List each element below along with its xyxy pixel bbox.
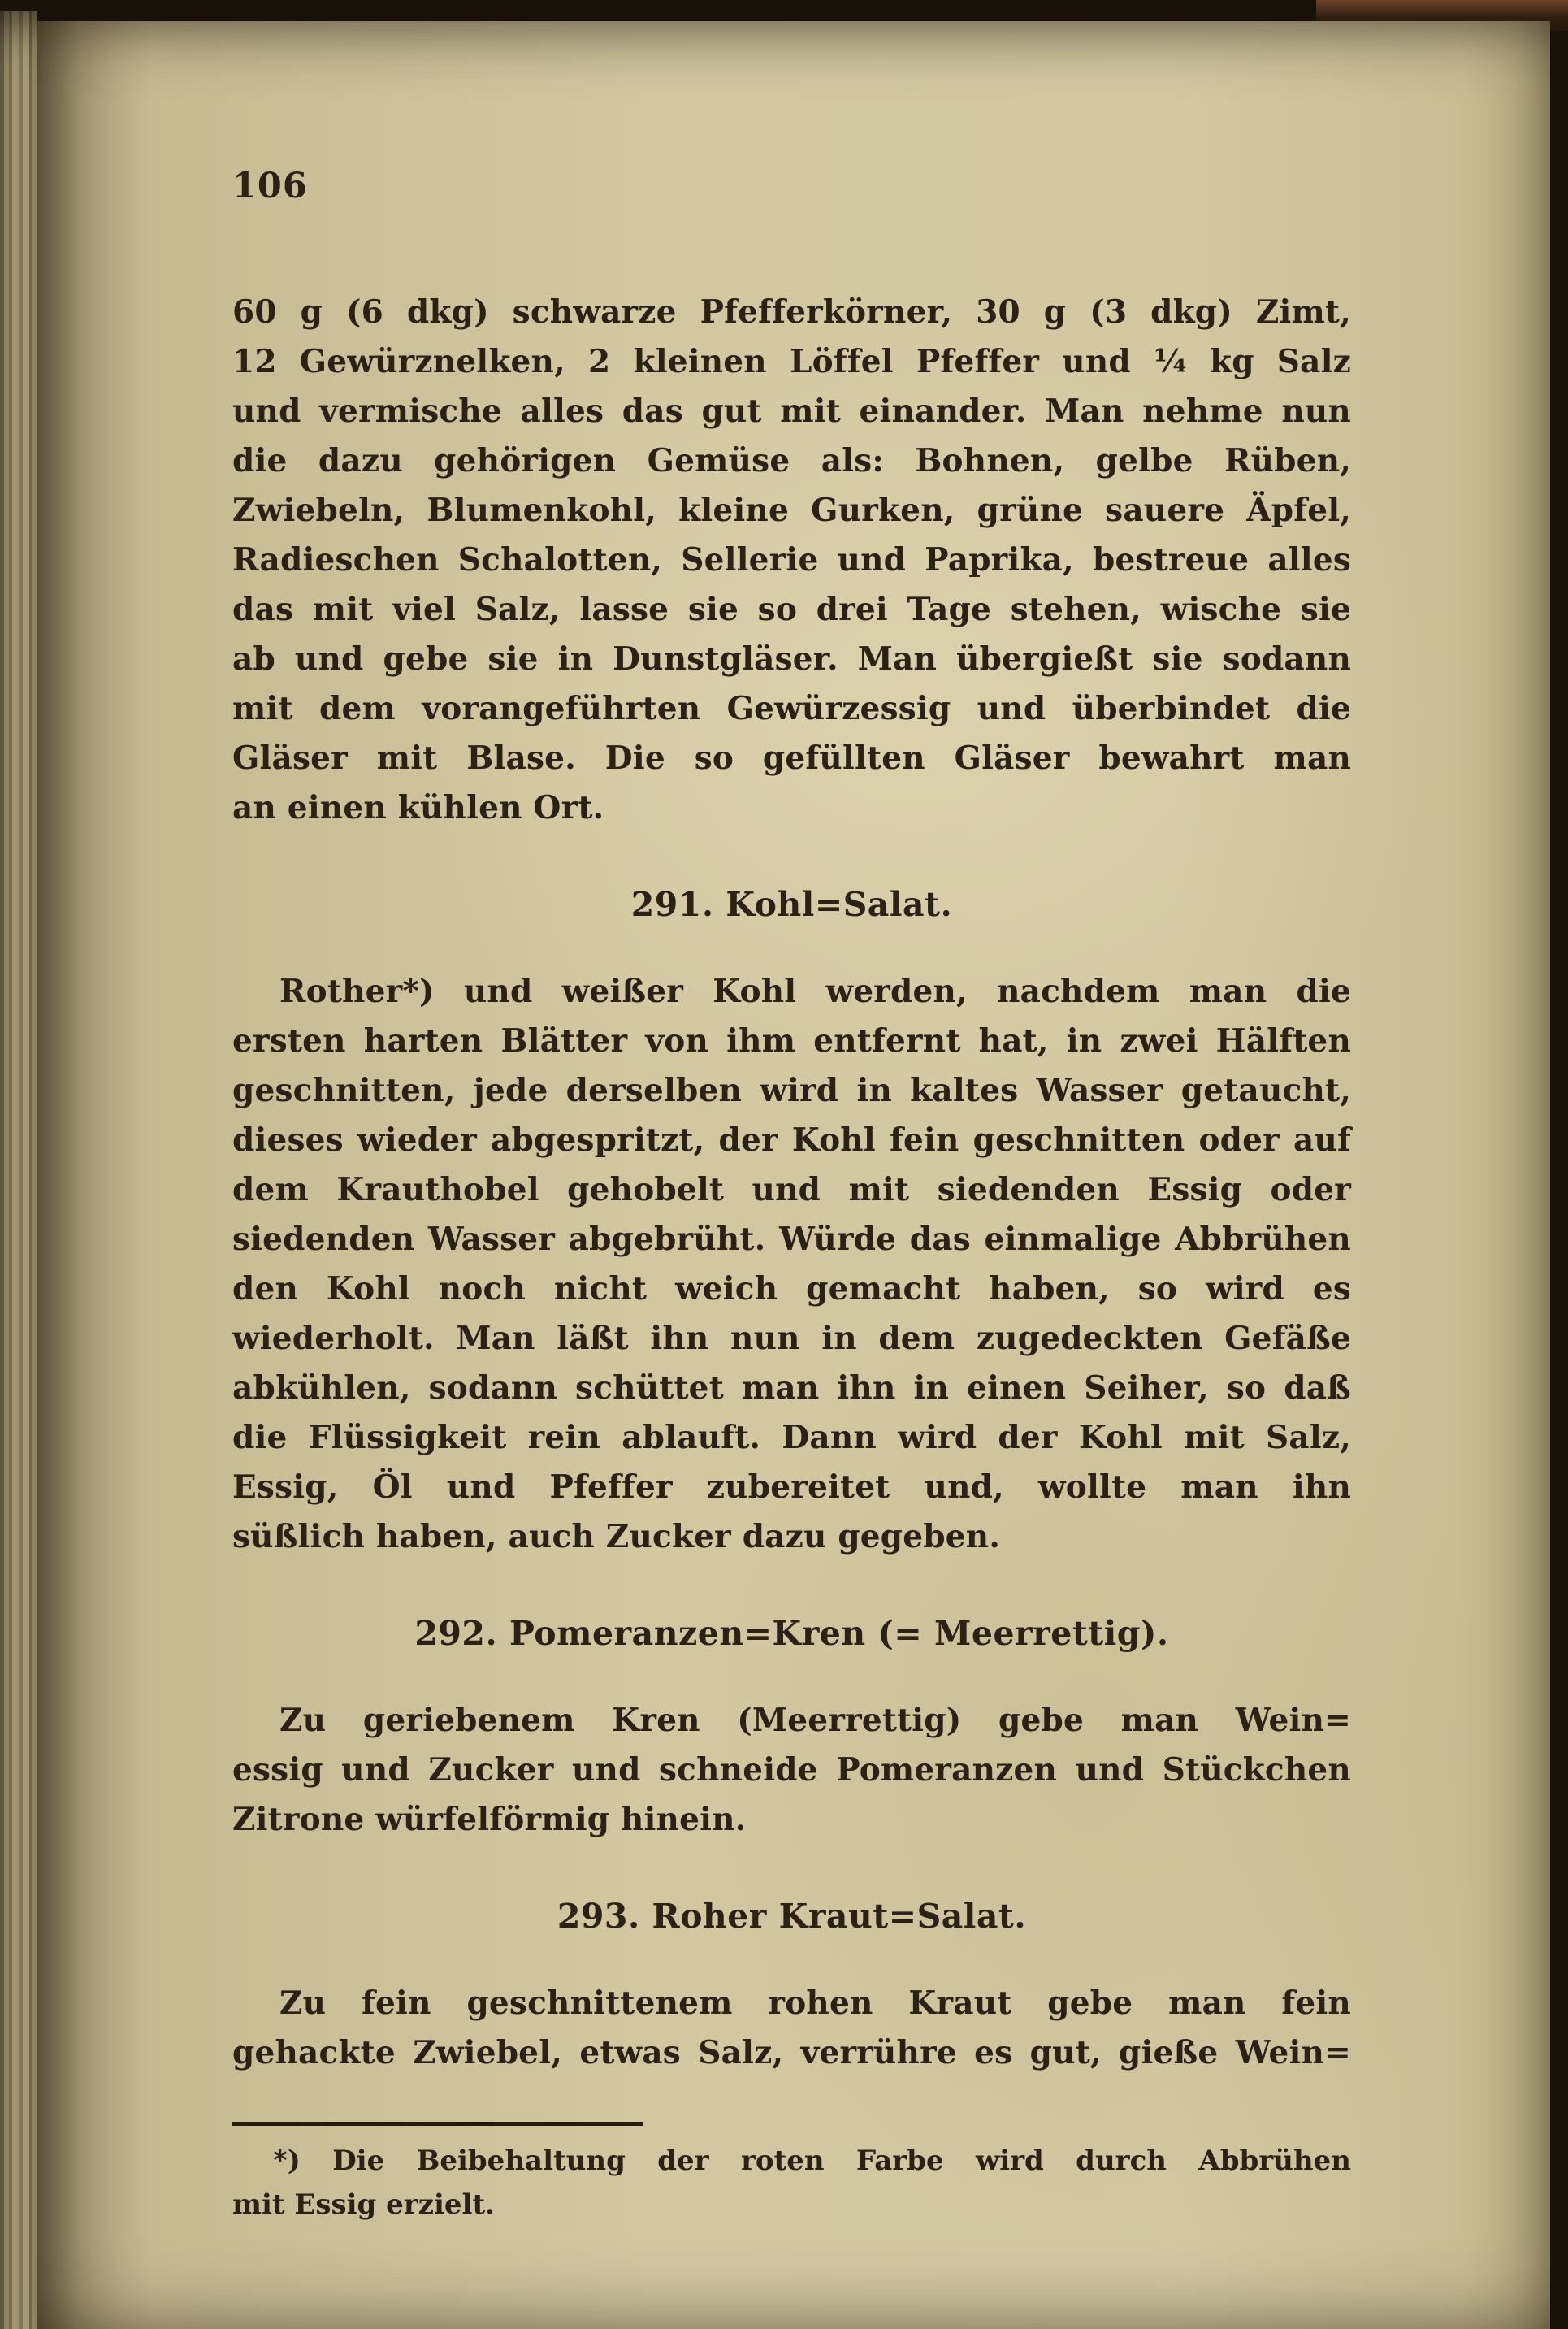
text-line: dieses wieder abgespritzt, der Kohl fein geschnitten oder auf — [232, 1121, 1351, 1159]
text-line: *) Die Beibehaltung der roten Farbe wird durch Abbrühen — [273, 2145, 1351, 2177]
text-line: Radieschen Schalotten, Sellerie und Paprika, bestreue alles — [232, 541, 1351, 579]
text-line: geschnitten, jede derselben wird in kaltes Wasser getaucht, — [232, 1072, 1351, 1109]
text-line: gehackte Zwiebel, etwas Salz, verrühre es gut, gieße Wein= — [232, 2034, 1351, 2071]
section-paragraph-291 — [232, 967, 1351, 1562]
text-line: den Kohl noch nicht weich gemacht haben, so wird es — [232, 1270, 1351, 1308]
text-line: abkühlen, sodann schüttet man ihn in einen Seiher, so daß — [232, 1369, 1351, 1407]
text-line: die dazu gehörigen Gemüse als: Bohnen, gelbe Rüben, — [232, 442, 1351, 479]
text-line: 60 g (6 dkg) schwarze Pfefferkörner, 30 g (3 dkg) Zimt, — [232, 293, 1351, 331]
text-line: und vermische alles das gut mit einander. Man nehme nun — [232, 393, 1351, 430]
page-paper — [37, 21, 1550, 2329]
text-line: Zitrone würfelförmig hinein. — [232, 1801, 747, 1838]
text-line: Gläser mit Blase. Die so gefüllten Gläser bewahrt man — [232, 739, 1351, 777]
text-line: Zu geriebenem Kren (Meerrettig) gebe man Wein= — [279, 1702, 1351, 1739]
text-line: Essig, Öl und Pfeffer zubereitet und, wollte man ihn — [232, 1468, 1351, 1506]
text-line: mit dem vorangeführten Gewürzessig und überbindet die — [232, 690, 1351, 727]
text-line: an einen kühlen Ort. — [232, 789, 604, 826]
text-line: wiederholt. Man läßt ihn nun in dem zugedeckten Gefäße — [232, 1320, 1351, 1357]
section-heading-291: 291. Kohl=Salat. — [630, 885, 953, 924]
page-stack-edge — [0, 11, 37, 2329]
section-paragraph-292 — [232, 1696, 1351, 1845]
text-line: ab und gebe sie in Dunstgläser. Man übergießt sie sodann — [232, 640, 1351, 678]
section-paragraph-293 — [232, 1979, 1351, 2078]
text-line: süßlich haben, auch Zucker dazu gegeben. — [232, 1518, 1001, 1555]
footnote-rule — [232, 2122, 643, 2126]
text-line: siedenden Wasser abgebrüht. Würde das einmalige Abbrühen — [232, 1221, 1351, 1258]
text-line: die Flüssigkeit rein ablauft. Dann wird der Kohl mit Salz, — [232, 1419, 1351, 1456]
section-heading-293: 293. Roher Kraut=Salat. — [557, 1897, 1027, 1936]
text-line: essig und Zucker und schneide Pomeranzen und Stückchen — [232, 1751, 1351, 1789]
text-line: dem Krauthobel gehobelt und mit siedenden Essig oder — [232, 1171, 1351, 1208]
text-line: Rother*) und weißer Kohl werden, nachdem man die — [279, 973, 1351, 1010]
section-heading-292: 292. Pomeranzen=Kren (= Meerrettig). — [414, 1614, 1169, 1653]
page-number: 106 — [232, 166, 308, 206]
text-line: mit Essig erzielt. — [232, 2188, 496, 2221]
footnote-paragraph — [232, 2139, 1351, 2227]
intro-paragraph — [232, 288, 1351, 833]
text-line: Zwiebeln, Blumenkohl, kleine Gurken, grüne sauere Äpfel, — [232, 492, 1351, 529]
text-line: Zu fein geschnittenem rohen Kraut gebe man fein — [279, 1984, 1351, 2022]
text-line: das mit viel Salz, lasse sie so drei Tage stehen, wische sie — [232, 591, 1351, 628]
text-line: 12 Gewürznelken, 2 kleinen Löffel Pfeffer und ¼ kg Salz — [232, 343, 1351, 380]
text-line: ersten harten Blätter von ihm entfernt hat, in zwei Hälften — [232, 1022, 1351, 1060]
